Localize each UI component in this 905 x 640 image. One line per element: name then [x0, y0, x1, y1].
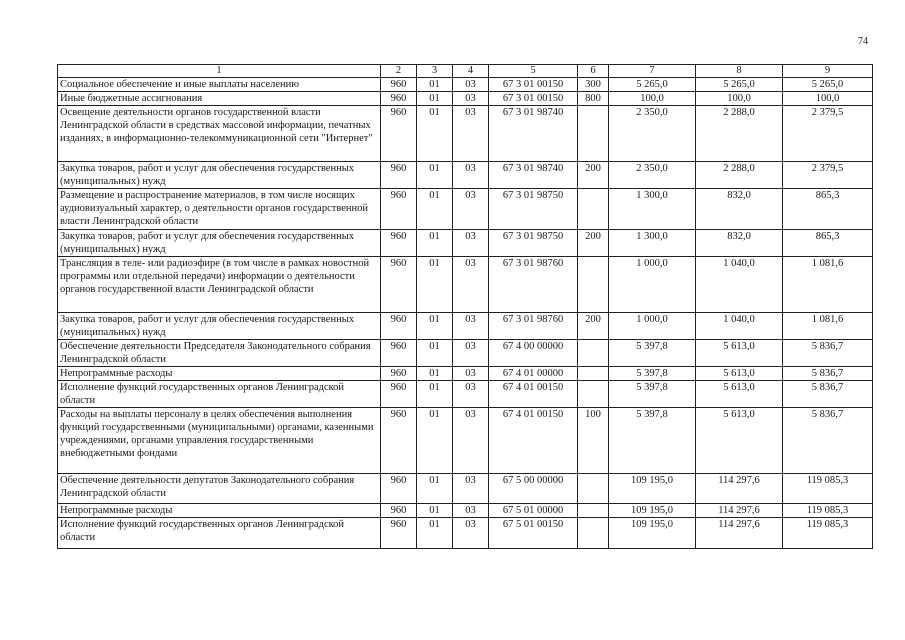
table-row	[58, 230, 873, 257]
row-cell-c3: 01	[417, 313, 453, 340]
row-name: Расходы на выплаты персоналу в целях обеспечения выполнения функций государственными (муниципальными) органами, казенными учреждениями, органами управления государственными внебюджетными фондами	[58, 408, 381, 474]
row-name: Освещение деятельности органов государственной власти Ленинградской области в средствах массовой информации, печатных изданиях, в информационно-телекоммуникационной сети "Интернет"	[58, 106, 381, 162]
row-cell-c6	[578, 381, 609, 408]
row-name: Исполнение функций государственных органов Ленинградской области	[58, 518, 381, 549]
row-cell-c4: 03	[453, 408, 489, 474]
row-cell-c4: 03	[453, 381, 489, 408]
table-row	[58, 504, 873, 518]
row-cell-c9: 2 379,5	[783, 162, 873, 189]
row-cell-c3: 01	[417, 78, 453, 92]
row-cell-c9: 100,0	[783, 92, 873, 106]
row-cell-c8: 5 613,0	[696, 367, 783, 381]
row-cell-c7: 5 397,8	[609, 408, 696, 474]
row-cell-c9: 5 836,7	[783, 381, 873, 408]
row-cell-c6: 200	[578, 313, 609, 340]
row-cell-c2: 960	[381, 313, 417, 340]
table-row	[58, 474, 873, 504]
row-cell-c7: 1 300,0	[609, 230, 696, 257]
row-cell-c2: 960	[381, 78, 417, 92]
row-cell-c7: 5 265,0	[609, 78, 696, 92]
row-cell-c6: 200	[578, 230, 609, 257]
row-cell-c9: 865,3	[783, 189, 873, 230]
row-cell-c8: 100,0	[696, 92, 783, 106]
row-cell-c2: 960	[381, 381, 417, 408]
row-cell-c5: 67 4 01 00000	[489, 367, 578, 381]
row-cell-c3: 01	[417, 408, 453, 474]
row-cell-c4: 03	[453, 92, 489, 106]
table-row	[58, 257, 873, 313]
table-row	[58, 518, 873, 549]
table-row	[58, 313, 873, 340]
row-cell-c7: 1 000,0	[609, 257, 696, 313]
row-name: Трансляция в теле- или радиоэфире (в том числе в рамках новостной программы или отдельной передачи) информации о деятельности органов государственной власти Ленинградской области	[58, 257, 381, 313]
table-row	[58, 408, 873, 474]
row-cell-c6	[578, 257, 609, 313]
column-number-3: 3	[417, 65, 453, 78]
row-cell-c5: 67 3 01 98740	[489, 106, 578, 162]
table-row	[58, 381, 873, 408]
row-cell-c6	[578, 518, 609, 549]
table-row	[58, 189, 873, 230]
row-cell-c3: 01	[417, 189, 453, 230]
row-cell-c3: 01	[417, 367, 453, 381]
table-row	[58, 78, 873, 92]
row-cell-c2: 960	[381, 189, 417, 230]
row-cell-c8: 5 265,0	[696, 78, 783, 92]
row-cell-c9: 5 836,7	[783, 340, 873, 367]
budget-table	[57, 64, 873, 549]
row-cell-c8: 114 297,6	[696, 504, 783, 518]
row-name: Закупка товаров, работ и услуг для обеспечения государственных (муниципальных) нужд	[58, 162, 381, 189]
row-name: Непрограммные расходы	[58, 504, 381, 518]
row-cell-c5: 67 5 00 00000	[489, 474, 578, 504]
row-cell-c5: 67 3 01 98760	[489, 257, 578, 313]
row-cell-c5: 67 3 01 98750	[489, 230, 578, 257]
row-cell-c4: 03	[453, 367, 489, 381]
row-cell-c4: 03	[453, 106, 489, 162]
row-cell-c8: 5 613,0	[696, 340, 783, 367]
row-cell-c5: 67 5 01 00000	[489, 504, 578, 518]
row-cell-c6: 100	[578, 408, 609, 474]
table-row	[58, 340, 873, 367]
row-cell-c5: 67 3 01 00150	[489, 92, 578, 106]
row-cell-c7: 100,0	[609, 92, 696, 106]
table-header-row	[58, 65, 873, 78]
row-cell-c9: 1 081,6	[783, 313, 873, 340]
row-cell-c6	[578, 340, 609, 367]
row-cell-c2: 960	[381, 408, 417, 474]
row-cell-c6: 800	[578, 92, 609, 106]
row-cell-c7: 5 397,8	[609, 367, 696, 381]
row-cell-c2: 960	[381, 257, 417, 313]
row-cell-c3: 01	[417, 340, 453, 367]
row-cell-c4: 03	[453, 504, 489, 518]
row-cell-c6	[578, 189, 609, 230]
column-number-5: 5	[489, 65, 578, 78]
row-cell-c5: 67 4 01 00150	[489, 381, 578, 408]
row-cell-c4: 03	[453, 518, 489, 549]
row-cell-c2: 960	[381, 518, 417, 549]
row-name: Обеспечение деятельности Председателя Законодательного собрания Ленинградской области	[58, 340, 381, 367]
row-cell-c9: 5 265,0	[783, 78, 873, 92]
row-cell-c3: 01	[417, 381, 453, 408]
row-cell-c6	[578, 504, 609, 518]
row-cell-c8: 114 297,6	[696, 474, 783, 504]
row-name: Закупка товаров, работ и услуг для обеспечения государственных (муниципальных) нужд	[58, 230, 381, 257]
column-number-1: 1	[58, 65, 381, 78]
row-cell-c5: 67 3 01 98760	[489, 313, 578, 340]
row-cell-c5: 67 5 01 00150	[489, 518, 578, 549]
row-cell-c7: 1 300,0	[609, 189, 696, 230]
row-cell-c8: 114 297,6	[696, 518, 783, 549]
table-row	[58, 92, 873, 106]
row-cell-c2: 960	[381, 162, 417, 189]
row-cell-c5: 67 3 01 98750	[489, 189, 578, 230]
row-cell-c9: 2 379,5	[783, 106, 873, 162]
table-row	[58, 162, 873, 189]
row-cell-c7: 2 350,0	[609, 106, 696, 162]
row-cell-c3: 01	[417, 106, 453, 162]
row-name: Исполнение функций государственных органов Ленинградской области	[58, 381, 381, 408]
row-cell-c3: 01	[417, 474, 453, 504]
row-cell-c9: 865,3	[783, 230, 873, 257]
row-cell-c7: 109 195,0	[609, 474, 696, 504]
row-cell-c3: 01	[417, 162, 453, 189]
row-cell-c3: 01	[417, 230, 453, 257]
row-cell-c8: 2 288,0	[696, 106, 783, 162]
row-cell-c7: 109 195,0	[609, 518, 696, 549]
row-name: Непрограммные расходы	[58, 367, 381, 381]
row-cell-c7: 5 397,8	[609, 381, 696, 408]
row-cell-c2: 960	[381, 230, 417, 257]
row-cell-c9: 1 081,6	[783, 257, 873, 313]
row-name: Иные бюджетные ассигнования	[58, 92, 381, 106]
row-cell-c4: 03	[453, 230, 489, 257]
row-cell-c2: 960	[381, 340, 417, 367]
row-cell-c2: 960	[381, 474, 417, 504]
row-cell-c6	[578, 367, 609, 381]
row-cell-c3: 01	[417, 504, 453, 518]
row-name: Обеспечение деятельности депутатов Законодательного собрания Ленинградской области	[58, 474, 381, 504]
row-cell-c8: 5 613,0	[696, 381, 783, 408]
row-cell-c8: 832,0	[696, 189, 783, 230]
row-cell-c9: 5 836,7	[783, 367, 873, 381]
row-cell-c4: 03	[453, 474, 489, 504]
row-cell-c8: 1 040,0	[696, 313, 783, 340]
row-cell-c9: 119 085,3	[783, 504, 873, 518]
row-cell-c2: 960	[381, 367, 417, 381]
row-cell-c4: 03	[453, 313, 489, 340]
row-cell-c7: 1 000,0	[609, 313, 696, 340]
row-cell-c8: 5 613,0	[696, 408, 783, 474]
page-number: 74	[858, 36, 868, 47]
row-name: Социальное обеспечение и иные выплаты населению	[58, 78, 381, 92]
column-number-8: 8	[696, 65, 783, 78]
row-cell-c8: 1 040,0	[696, 257, 783, 313]
row-cell-c7: 5 397,8	[609, 340, 696, 367]
row-cell-c4: 03	[453, 257, 489, 313]
row-cell-c2: 960	[381, 504, 417, 518]
row-cell-c5: 67 4 01 00150	[489, 408, 578, 474]
row-cell-c4: 03	[453, 340, 489, 367]
table-row	[58, 106, 873, 162]
row-cell-c6: 300	[578, 78, 609, 92]
row-cell-c3: 01	[417, 92, 453, 106]
row-cell-c2: 960	[381, 106, 417, 162]
row-cell-c8: 2 288,0	[696, 162, 783, 189]
row-cell-c3: 01	[417, 518, 453, 549]
row-cell-c6: 200	[578, 162, 609, 189]
row-cell-c9: 5 836,7	[783, 408, 873, 474]
row-cell-c9: 119 085,3	[783, 518, 873, 549]
row-cell-c4: 03	[453, 78, 489, 92]
row-cell-c7: 2 350,0	[609, 162, 696, 189]
row-cell-c5: 67 3 01 98740	[489, 162, 578, 189]
column-number-9: 9	[783, 65, 873, 78]
row-cell-c9: 119 085,3	[783, 474, 873, 504]
row-cell-c6	[578, 474, 609, 504]
column-number-2: 2	[381, 65, 417, 78]
row-cell-c8: 832,0	[696, 230, 783, 257]
row-cell-c2: 960	[381, 92, 417, 106]
row-cell-c3: 01	[417, 257, 453, 313]
table-row	[58, 367, 873, 381]
row-cell-c5: 67 4 00 00000	[489, 340, 578, 367]
column-number-6: 6	[578, 65, 609, 78]
row-name: Размещение и распространение материалов, в том числе носящих аудиовизуальный характер, о деятельности органов государственной власти Ленинградской области	[58, 189, 381, 230]
row-cell-c4: 03	[453, 162, 489, 189]
row-cell-c7: 109 195,0	[609, 504, 696, 518]
row-cell-c4: 03	[453, 189, 489, 230]
row-cell-c6	[578, 106, 609, 162]
row-name: Закупка товаров, работ и услуг для обеспечения государственных (муниципальных) нужд	[58, 313, 381, 340]
column-number-4: 4	[453, 65, 489, 78]
row-cell-c5: 67 3 01 00150	[489, 78, 578, 92]
column-number-7: 7	[609, 65, 696, 78]
